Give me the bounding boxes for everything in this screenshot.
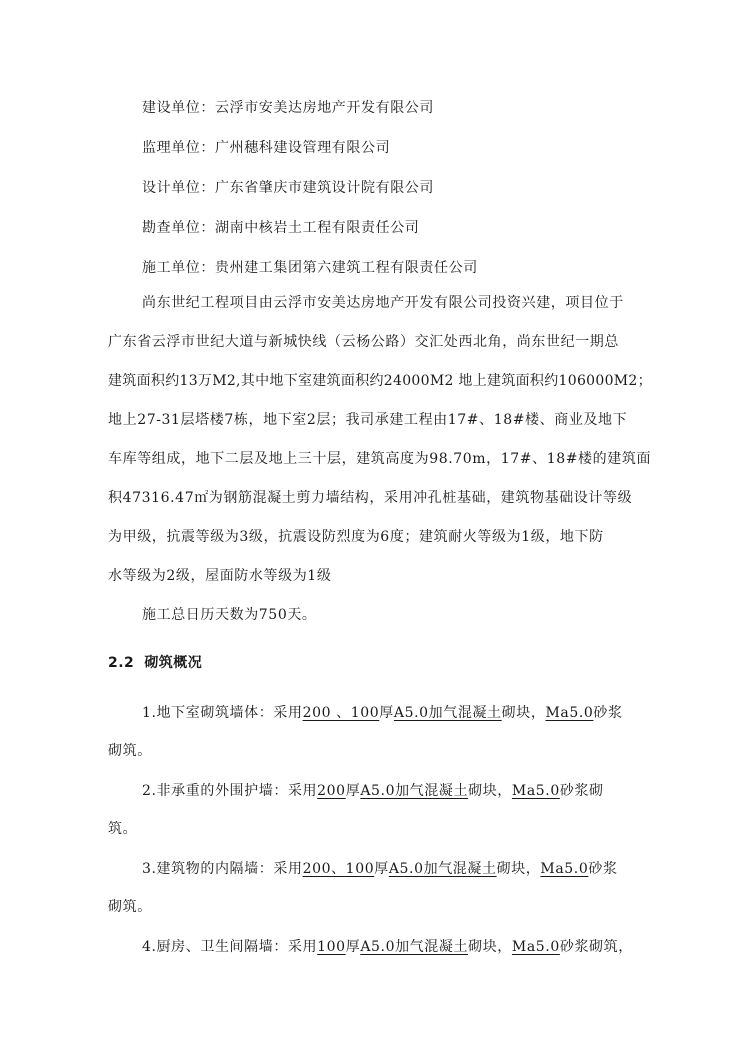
masonry-item-2-cont: 筑。 — [108, 821, 138, 837]
masonry-item-1 — [142, 703, 623, 723]
block-type: A5.0加气混凝土 — [393, 705, 502, 721]
block-type: A5.0加气混凝土 — [388, 861, 497, 877]
masonry-item-3 — [142, 859, 618, 879]
unit-contractor: 施工单位：贵州建工集团第六建筑工程有限责任公司 — [142, 260, 478, 276]
wall-thickness: 100 — [317, 939, 346, 955]
block-type: A5.0加气混凝土 — [360, 939, 469, 955]
section-title: 砌筑概况 — [144, 655, 203, 671]
overview-line: 尚东世纪工程项目由云浮市安美达房地产开发有限公司投资兴建，项目位于 — [142, 295, 624, 311]
item-text: 厚 — [345, 939, 361, 955]
item-text: 1.地下室砌筑墙体：采用 — [142, 705, 303, 721]
unit-supervision: 监理单位：广州穗科建设管理有限公司 — [142, 140, 391, 156]
overview-line: 水等级为2级，屋面防水等级为1级 — [108, 568, 332, 584]
overview-line: 积47316.47㎡为钢筋混凝土剪力墙结构，采用冲孔桩基础，建筑物基础设计等级 — [108, 490, 633, 506]
item-text: 厚 — [345, 783, 361, 799]
item-text: 厚 — [374, 861, 389, 877]
item-text: 厚 — [379, 705, 394, 721]
wall-thickness: 200、100 — [302, 861, 375, 877]
overview-line: 建筑面积约13万M2,其中地下室建筑面积约24000M2 地上建筑面积约106000M2； — [108, 373, 652, 389]
masonry-item-1-cont: 砌筑。 — [108, 743, 152, 759]
overview-line: 车库等组成，地下二层及地上三十层，建筑高度为98.70m，17#、18#楼的建筑面 — [108, 451, 652, 467]
overview-line: 为甲级，抗震等级为3级，抗震设防烈度为6度；建筑耐火等级为1级，地下防 — [108, 529, 604, 545]
overview-line: 地上27-31层塔楼7栋，地下室2层；我司承建工程由17#、18#楼、商业及地下 — [108, 412, 628, 428]
wall-thickness: 200 — [317, 783, 346, 799]
unit-construction: 建设单位：云浮市安美达房地产开发有限公司 — [142, 100, 434, 116]
section-heading — [108, 653, 202, 673]
masonry-item-3-cont: 砌筑。 — [108, 899, 152, 915]
section-number: 2.2 — [108, 655, 135, 671]
wall-thickness: 200 、100 — [302, 705, 380, 721]
overview-line: 广东省云浮市世纪大道与新城快线（云杨公路）交汇处西北角，尚东世纪一期总 — [108, 334, 619, 350]
item-text: 砌块， — [468, 783, 512, 799]
block-type: A5.0加气混凝土 — [360, 783, 469, 799]
item-text: 砌块， — [501, 705, 546, 721]
item-text: 砂浆 — [588, 861, 618, 877]
item-text: 2.非承重的外围护墙：采用 — [142, 783, 318, 799]
item-text: 3.建筑物的内隔墙：采用 — [142, 861, 303, 877]
item-text: 砂浆砌 — [559, 783, 604, 799]
mortar-grade: Ma5.0 — [511, 783, 560, 799]
unit-design: 设计单位：广东省肇庆市建筑设计院有限公司 — [142, 180, 434, 196]
masonry-item-2 — [142, 781, 604, 801]
unit-survey: 勘查单位：湖南中核岩土工程有限责任公司 — [142, 220, 420, 236]
mortar-grade: Ma5.0 — [511, 939, 560, 955]
item-text: 砂浆 — [593, 705, 623, 721]
mortar-grade: Ma5.0 — [545, 705, 594, 721]
construction-duration: 施工总日历天数为750天。 — [142, 607, 317, 623]
item-text: 砌块， — [468, 939, 512, 955]
item-text: 砂浆砌筑， — [559, 939, 633, 955]
mortar-grade: Ma5.0 — [540, 861, 589, 877]
masonry-item-4 — [142, 937, 633, 957]
item-text: 砌块， — [496, 861, 541, 877]
item-text: 4.厨房、卫生间隔墙：采用 — [142, 939, 318, 955]
